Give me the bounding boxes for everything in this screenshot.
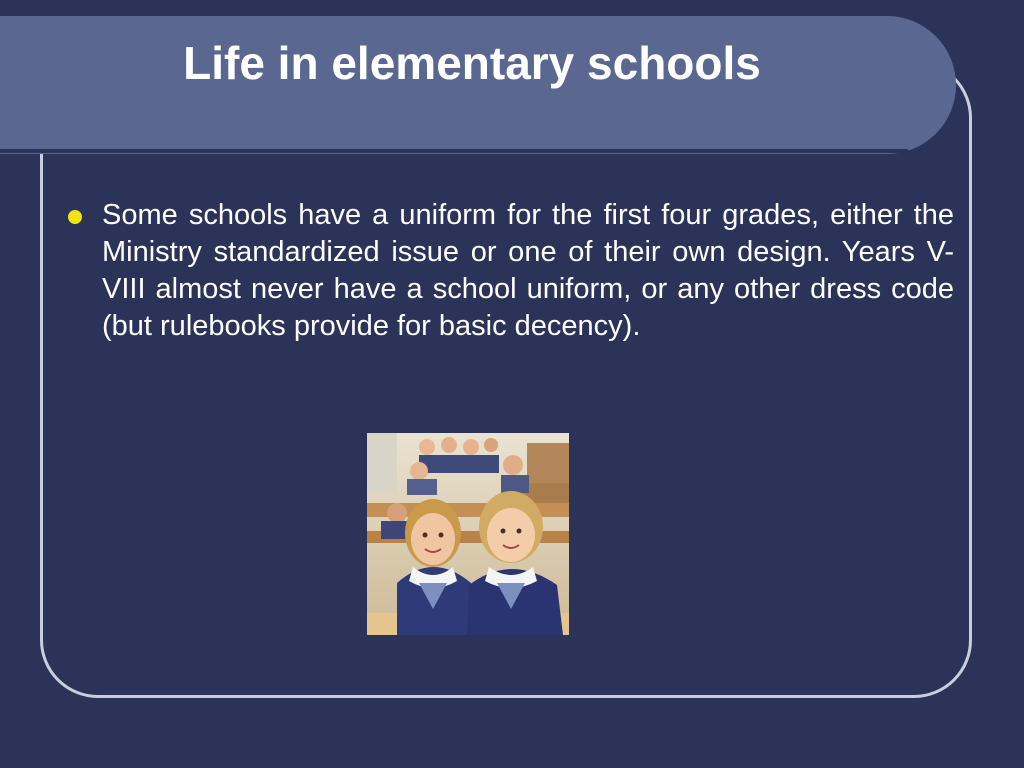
bullet-item	[64, 197, 954, 345]
slide-title: Life in elementary schools	[183, 37, 761, 89]
bullet-list	[64, 197, 954, 345]
bullet-text: Some schools have a uniform for the first four grades, either the Ministry standardized issue or one of their own design. Years V-VIII almost never have a school uniform, or any other dress code (but rulebooks provide for basic decency).	[102, 199, 954, 342]
title-divider	[0, 149, 908, 153]
schoolchildren-photo	[367, 433, 569, 635]
title-band	[0, 16, 956, 154]
dot-bullet-icon	[68, 210, 82, 224]
